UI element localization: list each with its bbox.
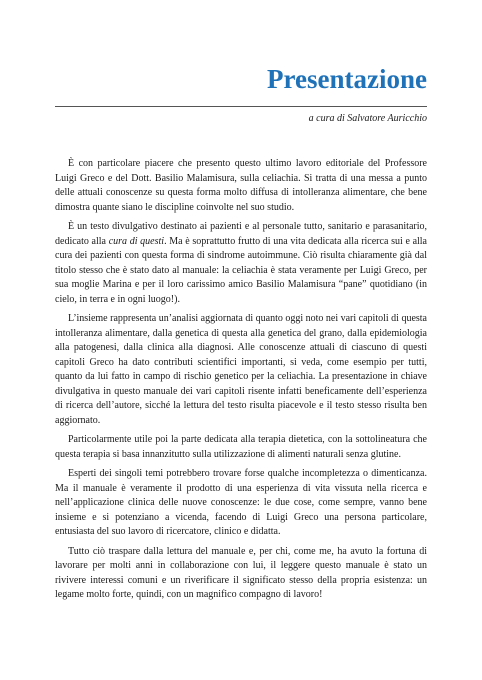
text-segment: È un testo divulgativo destinato ai pazienti e al personale tutto, sanitario e parasanitario, dedicato alla [55,221,427,247]
title-divider [55,106,427,107]
paragraph [55,433,427,462]
paragraph [55,545,427,603]
text-segment: Particolarmente utile poi la parte dedicata alla terapia dietetica, con la sottolineatura che questa terapia si basa innanzitutto sulla utilizzazione di alimenti naturali senza glutine. [55,434,427,460]
italic-text: cura di questi [108,235,165,247]
text-segment: L’insieme rappresenta un’analisi aggiornata di quanto oggi noto nei vari capitoli di questa intolleranza alimentare, dalla genetica di questa alla genetica del grano, dalla epidemiologia alla patogenesi, dalla clinica alla diagnosi. Alle conoscenze attuali di ciascuno di questi capitoli Greco ha dato contributi scientifici importanti, si veda, come esempio per tutti, quanto da lui fatto in campo di rischio genetico per la celiachia. La presentazione in chiave divulgativa in questo manuale dei vari capitoli risente infatti beneficamente dell’esperienza di ricerca dell’autore, sicché la lettura del testo risulta piacevole e il testo stesso risulta ben aggiornato. [55,313,427,426]
text-segment: Tutto ciò traspare dalla lettura del manuale e, per chi, come me, ha avuto la fortuna di lavorare per molti anni in collaborazione con lui, il leggere questo manuale è stato un rivivere interessi comuni e un riverificare il significato stesso della propria esistenza: un legame molto forte, quindi, con un magnifico compagno di lavoro! [55,545,427,600]
text-segment: . Ma è soprattutto frutto di una vita dedicata alla ricerca sui e alla cura dei pazienti con questa forma di sindrome autoimmune. Ciò risulta chiaramente già dal titolo stesso che è stato dato al manuale: la celiachia è stata veramente per Luigi Greco, per sua moglie Marina e per il loro carissimo amico Basilio Malamisura “pane” quotidiano (in cielo, in terra e in ogni luogo!). [55,235,428,305]
text-segment: È con particolare piacere che presento questo ultimo lavoro editoriale del Professore Luigi Greco e del Dott. Basilio Malamisura, sulla celiachia. Si tratta di una messa a punto delle attuali conoscenze su questa forma molto diffusa di intolleranza alimentare, che bene dimostra quante siano le discipline coinvolte nel suo studio. [55,158,427,213]
body-text [55,157,427,608]
paragraph [55,467,427,540]
paragraph [55,157,427,215]
text-segment: Esperti dei singoli temi potrebbero trovare forse qualche incompletezza o dimenticanza. Ma il manuale è veramente il prodotto di una esperienza di vita vissuta nella ricerca e nell’applicazione clinica delle nuove conoscenze: le due cose, come sempre, vanno bene insieme e si potenziano a vicenda, facendo di Luigi Greco una persona particolare, entusiasta del suo lavoro di ricercatore, clinico e didatta. [55,468,427,537]
page-title: Presentazione [267,64,427,94]
byline: a cura di Salvatore Auricchio [308,113,427,124]
paragraph [55,312,427,428]
paragraph [55,220,427,307]
